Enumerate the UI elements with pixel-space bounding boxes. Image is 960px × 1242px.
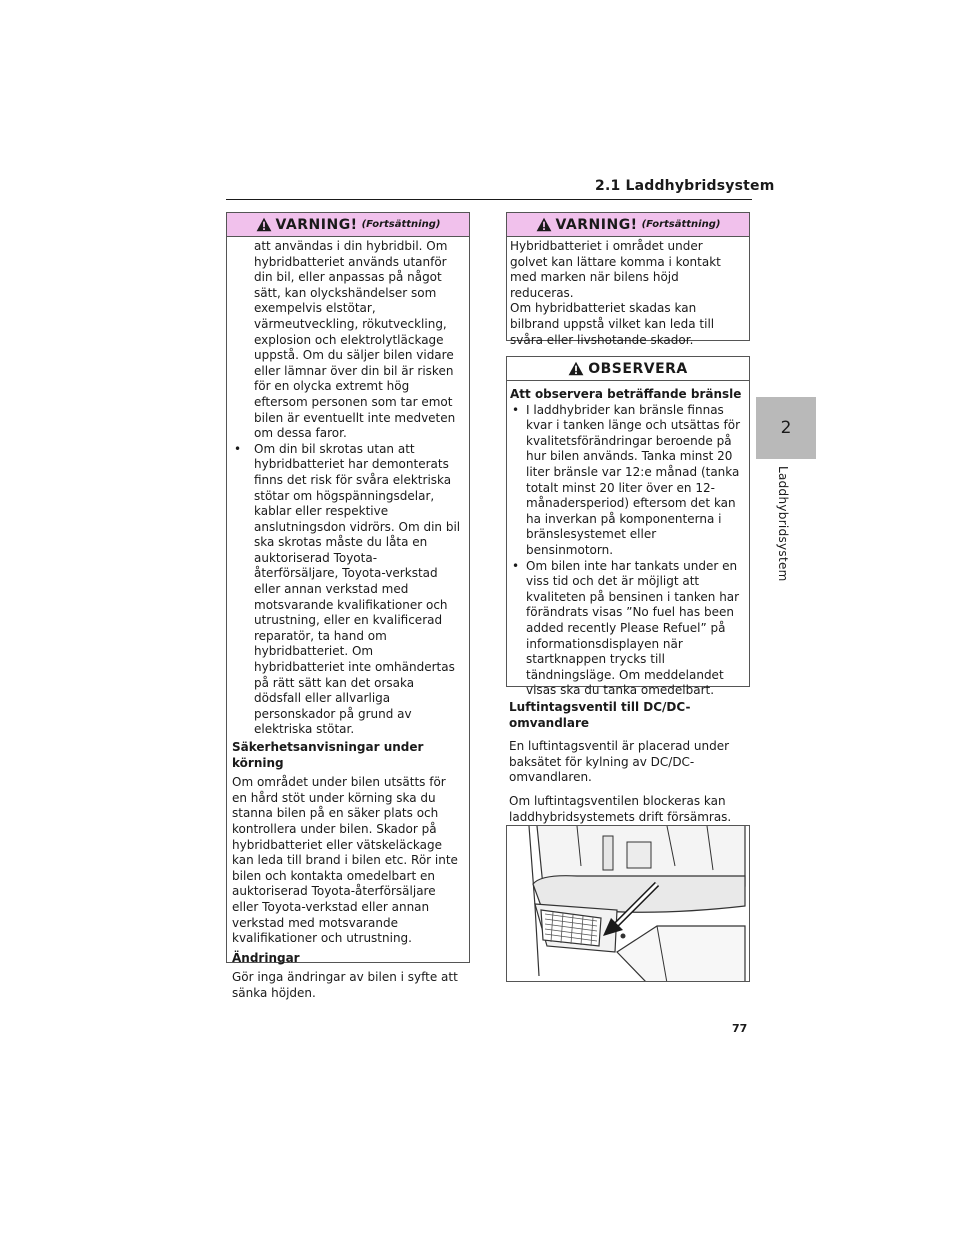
safety-paragraph: Om området under bilen utsätts för en hård stöt under körning ska du stanna bilen på en säker plats och kontrollera under bilen. Skador på hybridbatteriet eller vätskeläckage kan leda till brand i bilen etc. Rör inte bilen och kontakta omedelbart en auktoriserad Toyota-återförsäljare eller Toyota-verkstad eller annan verkstad med motsvarande kvalifikationer och utrustning. (232, 775, 458, 946)
safety-heading: Säkerhetsanvisningar under körning (232, 740, 424, 770)
section-heading: Luftintagsventil till DC/DC-omvandlare (509, 700, 691, 730)
warning-bullet-text: Om din bil skrotas utan att hybridbatteriet har demonterats finns det risk för svåra elektriska stötar om högspänningsdelar, kablar eller respektive anslutningsdon vidrörs. Om din bil ska skrotas måste du låta en auktoriserad Toyota-återförsäljare, Toyota-verkstad eller annan verkstad med motsvarande kvalifikationer och utrustning, eller en kvalificerad reparatör, ta hand om hybridbatteriet. Om hybridbatteriet inte omhändertas på rätt sätt kan det orsaka dödsfall eller allvarliga personskador på grund av elektriska stötar. (254, 441, 461, 737)
fuel-bullet-1 (510, 403, 745, 559)
section-paragraph-2: Om luftintagsventilen blockeras kan laddhybridsystemets drift försämras. (509, 793, 732, 824)
warning-icon (256, 217, 272, 232)
header-rule (226, 199, 752, 200)
page-number: 77 (732, 1022, 748, 1035)
bullet-dot: • (512, 402, 520, 417)
air-intake-figure (506, 825, 750, 982)
fuel-bullet-2-text: Om bilen inte har tankats under en viss tid och det är möjligt att kvaliteten på bensinen i tanken har förändrats visas ”No fuel has been added recently Please Refuel” på informationsdisplayen när startknappen trycks till tändningsläge. Om meddelandet visas ska du tanka omedelbart. (526, 558, 740, 698)
warning-box-left (226, 212, 470, 1000)
chapter-number: 2 (780, 418, 792, 438)
notice-icon (568, 361, 584, 376)
changes-heading: Ändringar (232, 950, 300, 965)
notice-box (506, 356, 750, 698)
notice-header (507, 357, 749, 381)
bullet-dot: • (234, 441, 242, 456)
warning-continued: (Fortsättning) (641, 219, 721, 230)
warning-right-paragraph-1: Hybridbatteriet i området under golvet kan lättare komma i kontakt med marken när bilens höjd reduceras. (510, 239, 721, 300)
section-paragraph-1: En luftintagsventil är placerad under baksätet för kylning av DC/DC-omvandlaren. (509, 739, 730, 785)
warning-bullet (232, 442, 461, 738)
changes-paragraph: Gör inga ändringar av bilen i syfte att sänka höjden. (232, 970, 458, 1000)
warning-icon (536, 217, 552, 232)
warning-header (227, 213, 469, 237)
chapter-label: Laddhybridsystem (776, 466, 790, 582)
chapter-tab[interactable] (756, 397, 816, 459)
bullet-dot: • (512, 558, 520, 573)
fuel-bullet-2 (510, 559, 745, 699)
warning-continuation-text: att användas i din hybridbil. Om hybridbatteriet används utanför din bil, eller anpassas på något sätt, kan olyckshändelser som exempelvis elstötar, värmeutveckling, rökutveckling, explosion och elektrolytläckage uppstå. Om du säljer bilen vidare eller lämnar över din bil är risken för en olycka extremt hög eftersom personen som tar emot bilen är eventuellt inte medveten om dessa faror. (254, 239, 456, 441)
warning-header (507, 213, 749, 237)
page-header-title: 2.1 Laddhybridsystem (595, 178, 775, 194)
warning-title: VARNING! (555, 216, 638, 233)
fuel-heading: Att observera beträffande bränsle (510, 387, 742, 401)
warning-continued: (Fortsättning) (361, 219, 441, 230)
fuel-bullet-1-text: I laddhybrider kan bränsle finnas kvar i tanken länge och utsättas för kvalitetsförändringar beroende på hur bilen används. Tanka minst 20 liter bränsle var 12:e månad (tanka totalt minst 20 liter över en 12-månadersperiod) eftersom det kan ha inverkan på komponenterna i bränslesystemet eller bensinmotorn. (526, 402, 741, 557)
warning-right-paragraph-2: Om hybridbatteriet skadas kan bilbrand uppstå vilket kan leda till svåra eller livshotande skador. (510, 301, 715, 347)
warning-box-right (506, 212, 750, 347)
rear-seat-illustration (507, 826, 750, 982)
warning-title: VARNING! (275, 216, 358, 233)
notice-title: OBSERVERA (588, 360, 688, 377)
